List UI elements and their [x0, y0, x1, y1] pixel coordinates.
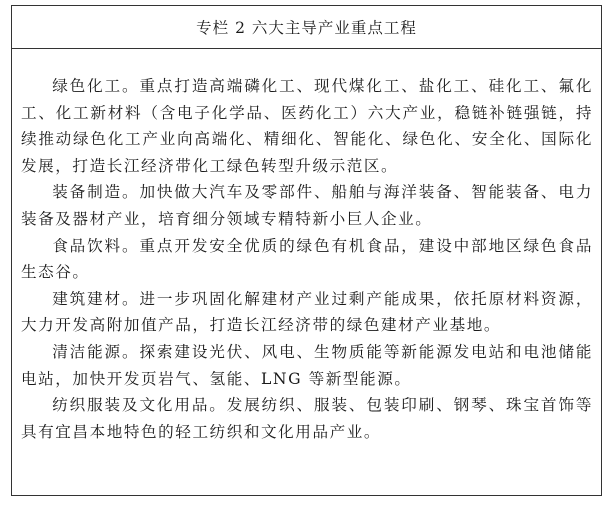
box-content	[12, 49, 601, 445]
paragraph-equipment-manufacturing: 装备制造。加快做大汽车及零部件、船舶与海洋装备、智能装备、电力装备及器材产业，培育细分领域专精特新小巨人企业。	[21, 183, 593, 228]
paragraph-food-beverage: 食品饮料。重点开发安全优质的绿色有机食品，建设中部地区绿色食品生态谷。	[21, 236, 593, 282]
paragraph-green-chemical: 绿色化工。重点打造高端磷化工、现代煤化工、盐化工、硅化工、氟化工、化工新材料（含电子化学品、医药化工）六大产业，稳链补链强链，持续推动绿色化工产业向高端化、精细化、智能化、绿色化、安全化、国际化发展，打造长江经济带化工绿色转型升级示范区。	[21, 77, 593, 175]
feature-box	[11, 5, 602, 496]
box-title: 专栏 2 六大主导产业重点工程	[12, 6, 601, 49]
paragraph-textile-culture: 纺织服装及文化用品。发展纺织、服装、包装印刷、钢琴、珠宝首饰等具有宜昌本地特色的轻工纺织和文化用品产业。	[21, 396, 593, 441]
paragraph-building-materials: 建筑建材。进一步巩固化解建材产业过剩产能成果，依托原材料资源，大力开发高附加值产品，打造长江经济带的绿色建材产业基地。	[21, 289, 593, 335]
paragraph-clean-energy: 清洁能源。探索建设光伏、风电、生物质能等新能源发电站和电池储能电站，加快开发页岩气、氢能、LNG 等新型能源。	[21, 342, 593, 388]
